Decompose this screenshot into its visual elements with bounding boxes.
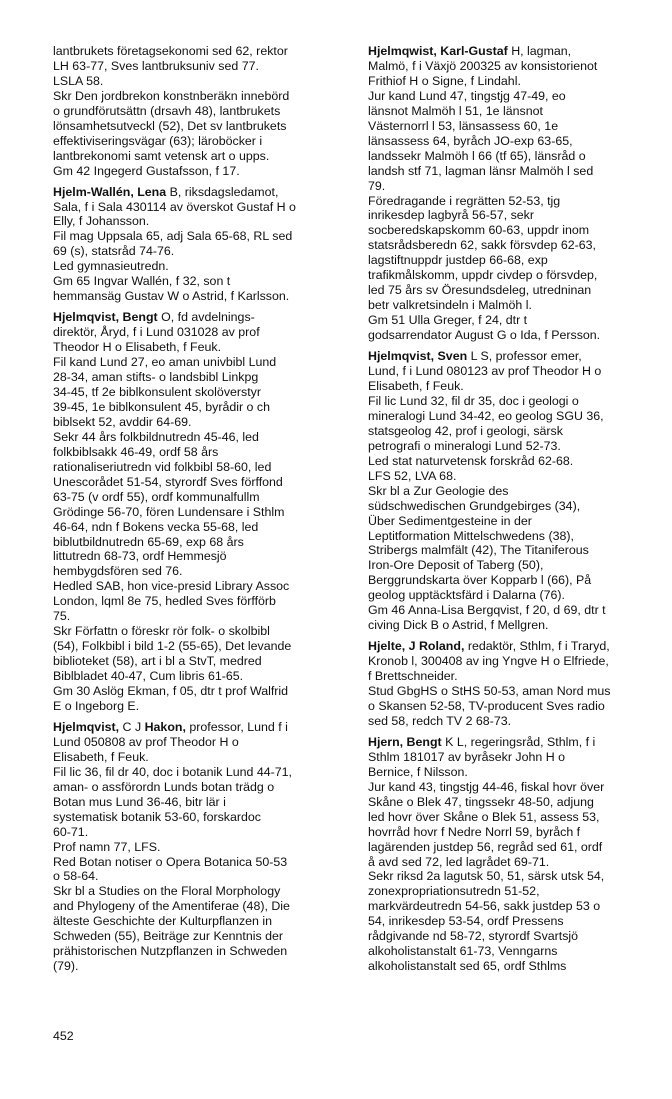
text-line: Jur kand 43, tingstjg 44-46, fiskal hovr över <box>368 779 605 794</box>
text-line: landssekr Malmöh l 66 (tf 65), länsråd o <box>368 148 586 163</box>
text-line: Frithiof H o Signe, f Lindahl. <box>368 73 521 88</box>
text-line: Biblbladet 40-47, Cum libris 61-65. <box>53 669 244 684</box>
text-line: prähistorischen Nutzpflanzen in Schweden <box>53 944 288 959</box>
entry-name: Hjelmqvist, <box>53 719 120 734</box>
text-line: 63-75 (v ordf 55), ordf kommunalfullm <box>53 489 260 504</box>
text-line: betr valkretsindeln i Malmöh l. <box>368 298 532 313</box>
text-line: petrografi o mineralogi Lund 52-73. <box>368 438 561 453</box>
entry-heading-rest: C J <box>119 719 145 734</box>
text-line: folkbiblsakk 46-49, ordf 58 års <box>53 444 219 459</box>
text-line: Sala, f i Sala 430114 av överskot Gustaf H o <box>53 199 296 214</box>
text-line: 54, inrikesdep 53-54, ordf Pressens <box>368 914 564 929</box>
text-line: Iron-Ore Deposit of Taberg (50), <box>368 558 544 573</box>
text-line: effektiviseringsvägar (63); läroböcker i <box>53 133 263 148</box>
text-line: Bernice, f Nilsson. <box>368 764 468 779</box>
text-line: Gm 42 Ingegerd Gustafsson, f 17. <box>53 163 240 178</box>
right-column <box>368 44 664 980</box>
text-line: LH 63-77, Sves lantbruksuniv sed 77. <box>53 58 259 73</box>
text-line: länsnot Malmöh l 51, 1e länsnot <box>368 103 543 118</box>
text-line: Grödinge 56-70, fören Lundensare i Sthlm <box>53 504 285 519</box>
text-line: älteste Geschichte der Kulturpflanzen in <box>53 914 273 929</box>
text-line: direktör, Åryd, f i Lund 031028 av prof <box>53 325 260 340</box>
text-line: rationaliseriutredn vid folkbibl 58-60, led <box>53 459 272 474</box>
text-line: alkoholistanstalt sed 65, ordf Sthlms <box>368 959 567 974</box>
text-line: f Brettschneider. <box>368 669 458 684</box>
left-column <box>53 44 355 980</box>
text-line: aman- o assförordn Lunds botan trädg o <box>53 779 275 794</box>
text-line: statsgeolog 42, prof i geologi, särsk <box>368 423 563 438</box>
text-line: å avd sed 72, led lagrådet 69-71. <box>368 854 550 869</box>
text-line: Stribergs malmfält (42), The Titaniferous <box>368 543 589 558</box>
text-line: Gm 51 Ulla Greger, f 24, dtr t <box>368 313 528 328</box>
entry-heading <box>368 639 664 654</box>
biography-entry <box>53 720 355 974</box>
text-line: alkoholistanstalt 61-73, Venngarns <box>368 944 558 959</box>
text-line: hembygdsfören sed 76. <box>53 564 183 579</box>
text-line: Hedled SAB, hon vice-presid Library Assoc <box>53 579 290 594</box>
text-line: sed 58, redch TV 2 68-73. <box>368 713 512 728</box>
entry-heading <box>53 720 355 735</box>
text-line: London, lqml 8e 75, hedled Sves förfförb <box>53 594 276 609</box>
text-line: Stud GbgHS o StHS 50-53, aman Nord mus <box>368 684 611 699</box>
text-line: mineralogi Lund 34-42, eo geolog SGU 36, <box>368 408 604 423</box>
text-line: Sekr 44 års folkbildnutredn 45-46, led <box>53 429 259 444</box>
text-line: Skr bl a Zur Geologie des <box>368 483 509 498</box>
biography-entry <box>368 639 664 729</box>
text-line: Jur kand Lund 47, tingstjg 47-49, eo <box>368 88 566 103</box>
text-line: landsh stf 71, lagman länsr Malmöh l sed <box>368 163 594 178</box>
text-line: Kronob l, 300408 av ing Yngve H o Elfriede, <box>368 654 609 669</box>
text-line: Fil kand Lund 27, eo aman univbibl Lund <box>53 355 277 370</box>
entry-heading-rest: professor, Lund f i <box>185 719 288 734</box>
text-line: Skåne o Blek 47, tingssekr 48-50, adjung <box>368 794 594 809</box>
entry-name: Hjelm-Wallén, Lena <box>53 184 167 199</box>
text-line: statsrådsberedn 62, sakk försvdep 62-63, <box>368 238 596 253</box>
text-line: LFS 52, LVA 68. <box>368 468 457 483</box>
text-line: biblutbildnutredn 65-69, exp 68 års <box>53 534 244 549</box>
entry-name: Hjelmqvist, Sven <box>368 349 468 364</box>
text-line: Sthlm 181017 av byråsekr John H o <box>368 749 565 764</box>
text-line: E o Ingeborg E. <box>53 698 140 713</box>
text-line: lagärenden justdep 56, regråd sed 61, ordf <box>368 839 603 854</box>
text-line: led 75 års sv Öresundsdeleg, utredninan <box>368 283 592 298</box>
text-line: Theodor H o Elisabeth, f Feuk. <box>53 340 222 355</box>
text-line: rådgivande nd 58-72, styrordf Svartsjö <box>368 929 579 944</box>
biography-entry <box>53 185 355 305</box>
text-line: Gm 30 Aslög Ekman, f 05, dtr t prof Walfrid <box>53 684 289 699</box>
text-line: markvärdeutredn 54-56, sakk justdep 53 o <box>368 899 601 914</box>
text-line: Lund, f i Lund 080123 av prof Theodor H o <box>368 364 602 379</box>
text-line: biblioteket (58), art i bl a StvT, medred <box>53 654 262 669</box>
biography-entry <box>53 310 355 714</box>
text-line: Red Botan notiser o Opera Botanica 50-53 <box>53 854 288 869</box>
text-line: geolog upptäcktsfärd i Dalarna (76). <box>368 588 565 603</box>
entry-heading <box>368 349 664 364</box>
entry-heading <box>53 185 355 200</box>
text-line: inrikesdep lagbyrå 56-57, sekr <box>368 208 534 223</box>
text-line: Skr bl a Studies on the Floral Morphology <box>53 884 281 899</box>
entry-heading-rest: redaktör, Sthlm, f i Traryd, <box>464 639 610 654</box>
text-line: hovrråd hovr f Nedre Norrl 59, byråch f <box>368 824 581 839</box>
text-line: 79. <box>368 178 386 193</box>
text-line: godsarrendator August G o Ida, f Persson. <box>368 328 601 343</box>
biography-entry <box>368 44 664 343</box>
entry-heading-rest: H, lagman, <box>507 44 572 58</box>
text-line: o grundförutsättn (drsavh 48), lantbrukets <box>53 103 281 118</box>
text-line: 75. <box>53 609 71 624</box>
text-line: littutredn 68-73, ordf Hemmesjö <box>53 549 227 564</box>
entry-heading <box>53 310 355 325</box>
biography-entry <box>53 44 355 179</box>
biography-entry <box>368 735 664 974</box>
text-line: Schweden (55), Beiträge zur Kenntnis der <box>53 929 284 944</box>
entry-heading <box>368 735 664 750</box>
text-line: biblsekt 52, avddir 64-69. <box>53 414 192 429</box>
text-line: Über Sedimentgesteine in der <box>368 513 532 528</box>
text-line: LSLA 58. <box>53 73 104 88</box>
text-line: Leptitformation Mittelschwedens (38), <box>368 528 574 543</box>
text-line: systematisk botanik 53-60, forskardoc <box>53 809 261 824</box>
entry-heading <box>368 44 664 59</box>
text-line: Lund 050808 av prof Theodor H o <box>53 734 239 749</box>
text-line: lönsamhetsutveckl (52), Det sv lantbrukets <box>53 118 287 133</box>
text-line: o Skansen 52-58, TV-producent Sves radio <box>368 698 605 713</box>
text-line: 39-45, 1e biblkonsulent 45, byrådir o ch <box>53 399 270 414</box>
page-number: 452 <box>53 1029 74 1043</box>
text-line: Gm 65 Ingvar Wallén, f 32, son t <box>53 274 231 289</box>
text-line: Elisabeth, f Feuk. <box>368 378 464 393</box>
text-line: o 58-64. <box>53 869 99 884</box>
text-line: Föredragande i regrätten 52-53, tjg <box>368 193 561 208</box>
text-line: Malmö, f i Växjö 200325 av konsistorienot <box>368 58 598 73</box>
text-line: Elisabeth, f Feuk. <box>53 749 149 764</box>
text-line: (79). <box>53 959 79 974</box>
entry-heading-rest: L S, professor emer, <box>467 349 582 364</box>
entry-name: Hjelte, J Roland, <box>368 639 465 654</box>
text-line: Skr Författn o föreskr rör folk- o skolbibl <box>53 624 270 639</box>
text-line: 28-34, aman stifts- o landsbibl Linkpg <box>53 370 259 385</box>
text-line: südschwedischen Grundgebirges (34), <box>368 498 581 513</box>
text-line: Elly, f Johansson. <box>53 214 150 229</box>
text-line: trafikmålskomm, uppdr civdep o försvdep, <box>368 268 598 283</box>
text-line: lagstiftnuppdr justdep 66-68, exp <box>368 253 548 268</box>
text-line: hemmansäg Gustav W o Astrid, f Karlsson. <box>53 289 290 304</box>
text-line: socberedskapskomm 60-63, uppdr inom <box>368 223 590 238</box>
entry-heading-rest: K L, regeringsråd, Sthlm, f i <box>441 734 596 749</box>
entry-name-part: Hakon, <box>144 719 186 734</box>
text-line: 46-64, ndn f Bokens vecka 55-68, led <box>53 519 259 534</box>
text-line: lantbrukets företagsekonomi sed 62, rektor <box>53 44 288 58</box>
text-line: led hovr över Skåne o Blek 51, assess 53, <box>368 809 600 824</box>
text-line: Led stat naturvetensk forskråd 62-68. <box>368 453 574 468</box>
text-line: Fil mag Uppsala 65, adj Sala 65-68, RL sed <box>53 229 293 244</box>
text-line: länsassess 64, byråch JO-exp 63-65, <box>368 133 573 148</box>
text-line: Sekr riksd 2a lagutsk 50, 51, särsk utsk 54, <box>368 869 605 884</box>
text-line: Fil lic 36, fil dr 40, doc i botanik Lund 44-71, <box>53 764 292 779</box>
biography-entry <box>368 349 664 633</box>
text-line: zonexpropriationsutredn 51-52, <box>368 884 540 899</box>
text-line: Gm 46 Anna-Lisa Bergqvist, f 20, d 69, dtr t <box>368 603 606 618</box>
entry-heading-rest: O, fd avdelnings- <box>157 310 255 325</box>
text-line: Berggrundskarta över Kopparb l (66), På <box>368 573 592 588</box>
text-line: 34-45, tf 2e biblkonsulent skolöverstyr <box>53 384 261 399</box>
entry-heading-rest: B, riksdagsledamot, <box>166 184 279 199</box>
text-line: lantbrekonomi samt vetensk art o upps. <box>53 148 270 163</box>
text-line: 60-71. <box>53 824 89 839</box>
text-line: Led gymnasieutredn. <box>53 259 169 274</box>
text-line: Unescorådet 51-54, styrordf Sves förffond <box>53 474 283 489</box>
text-line: 69 (s), statsråd 74-76. <box>53 244 175 259</box>
text-line: Fil lic Lund 32, fil dr 35, doc i geologi o <box>368 393 579 408</box>
text-line: (54), Folkbibl i bild 1-2 (55-65), Det levande <box>53 639 292 654</box>
text-line: and Phylogeny of the Amentiferae (48), Die <box>53 899 290 914</box>
text-line: civing Dick B o Astrid, f Mellgren. <box>368 618 549 633</box>
entry-name: Hjelmqwist, Karl-Gustaf <box>368 44 508 58</box>
text-line: Prof namn 77, LFS. <box>53 839 161 854</box>
text-line: Västernorrl l 53, länsassess 60, 1e <box>368 118 559 133</box>
text-line: Botan mus Lund 36-46, bitr lär i <box>53 794 226 809</box>
entry-name: Hjelmqvist, Bengt <box>53 310 158 325</box>
entry-name: Hjern, Bengt <box>368 734 442 749</box>
text-line: Skr Den jordbrekon konstnberäkn innebörd <box>53 88 290 103</box>
